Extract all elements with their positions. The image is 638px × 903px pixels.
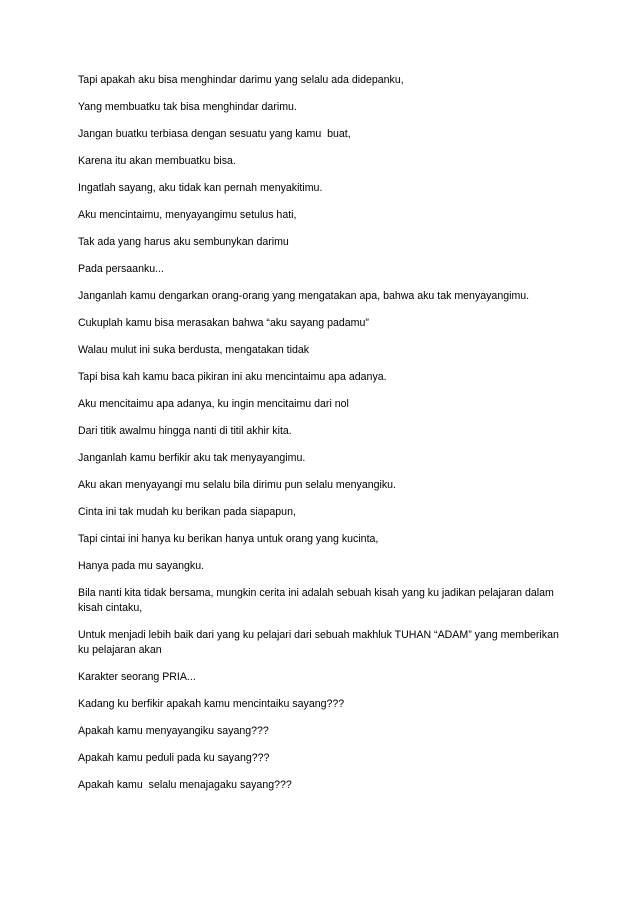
paragraph: Cukuplah kamu bisa merasakan bahwa “aku sayang padamu” bbox=[78, 317, 369, 329]
paragraph: Hanya pada mu sayangku. bbox=[78, 560, 205, 572]
paragraph: Janganlah kamu berfikir aku tak menyayangimu. bbox=[78, 452, 306, 464]
paragraph: Apakah kamu selalu menajagaku sayang??? bbox=[78, 779, 292, 791]
paragraph: Ingatlah sayang, aku tidak kan pernah menyakitimu. bbox=[78, 182, 323, 194]
paragraph: Tapi bisa kah kamu baca pikiran ini aku mencintaimu apa adanya. bbox=[78, 371, 387, 383]
paragraph: Apakah kamu peduli pada ku sayang??? bbox=[78, 752, 270, 764]
paragraph: Yang membuatku tak bisa menghindar darimu. bbox=[78, 101, 297, 113]
paragraph: Aku akan menyayangi mu selalu bila dirimu pun selalu menyangiku. bbox=[78, 479, 396, 491]
paragraph: Karena itu akan membuatku bisa. bbox=[78, 155, 236, 167]
paragraph: Kadang ku berfikir apakah kamu mencintaiku sayang??? bbox=[78, 698, 345, 710]
paragraph: Karakter seorang PRIA... bbox=[78, 671, 196, 683]
paragraph: Tapi cintai ini hanya ku berikan hanya untuk orang yang kucinta, bbox=[78, 533, 379, 545]
paragraph: Tak ada yang harus aku sembunykan darimu bbox=[78, 236, 289, 248]
paragraph: Dari titik awalmu hingga nanti di titil akhir kita. bbox=[78, 425, 292, 437]
paragraph: Untuk menjadi lebih baik dari yang ku pelajari dari sebuah makhluk TUHAN “ADAM” yang memberikan ku pelajaran akan bbox=[78, 629, 562, 656]
document-body bbox=[78, 73, 568, 805]
paragraph: Tapi apakah aku bisa menghindar darimu yang selalu ada didepanku, bbox=[78, 74, 404, 86]
paragraph: Aku mencitaimu apa adanya, ku ingin mencitaimu dari nol bbox=[78, 398, 349, 410]
paragraph: Cinta ini tak mudah ku berikan pada siapapun, bbox=[78, 506, 296, 518]
paragraph: Bila nanti kita tidak bersama, mungkin cerita ini adalah sebuah kisah yang ku jadikan pelajaran dalam kisah cintaku, bbox=[78, 587, 557, 614]
paragraph: Walau mulut ini suka berdusta, mengatakan tidak bbox=[78, 344, 310, 356]
paragraph: Pada persaanku... bbox=[78, 263, 164, 275]
paragraph: Jangan buatku terbiasa dengan sesuatu yang kamu buat, bbox=[78, 128, 351, 140]
paragraph: Apakah kamu menyayangiku sayang??? bbox=[78, 725, 269, 737]
paragraph: Aku mencintaimu, menyayangimu setulus hati, bbox=[78, 209, 297, 221]
paragraph: Janganlah kamu dengarkan orang-orang yang mengatakan apa, bahwa aku tak menyayangimu. bbox=[78, 290, 530, 302]
